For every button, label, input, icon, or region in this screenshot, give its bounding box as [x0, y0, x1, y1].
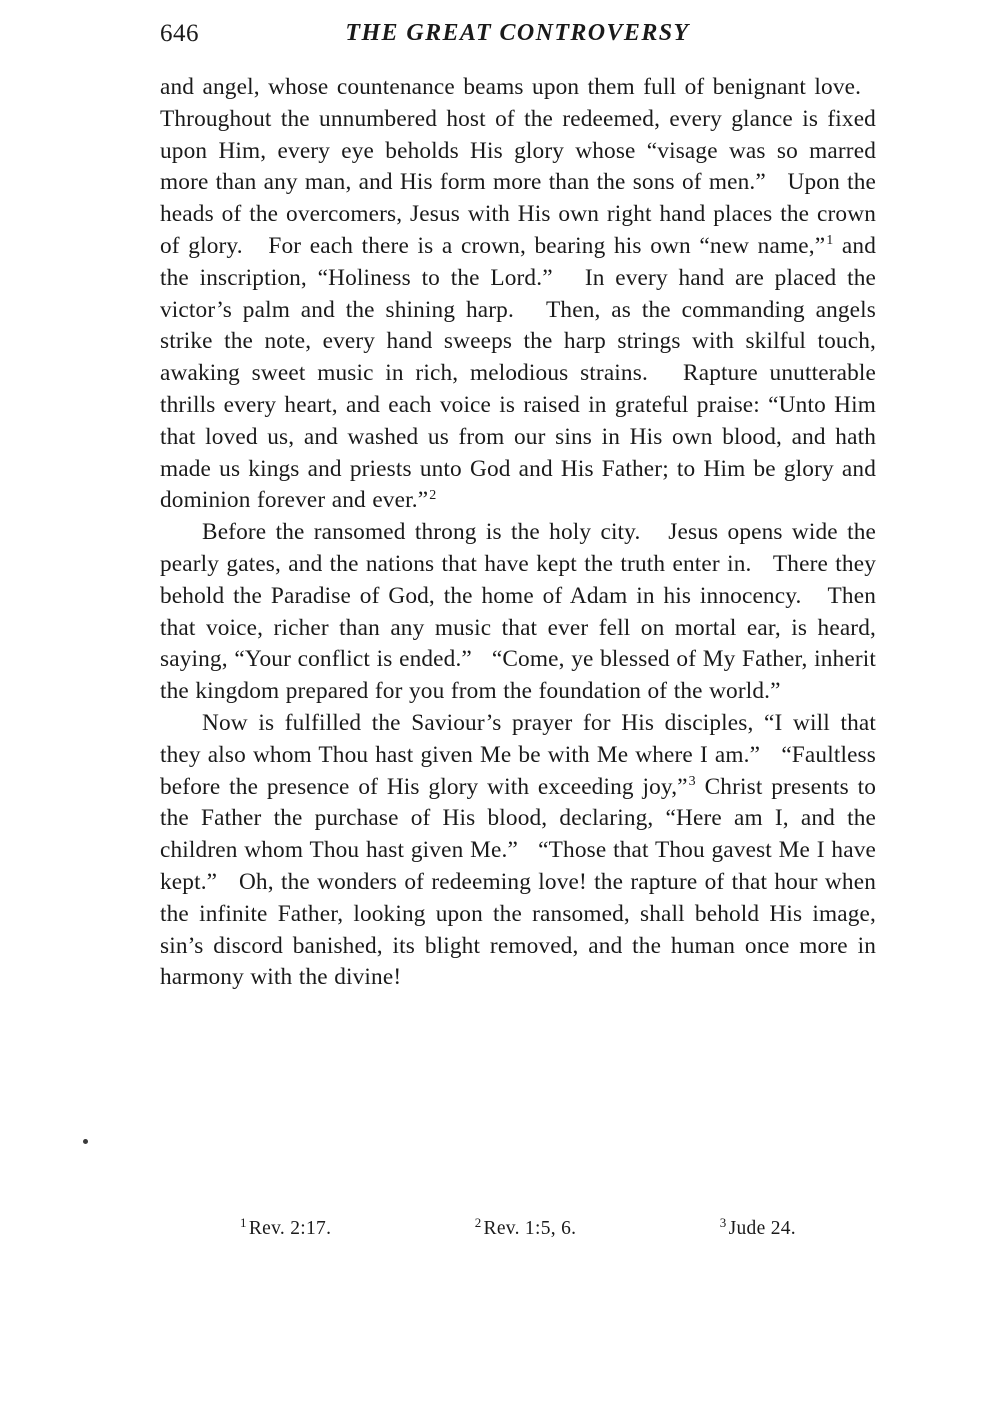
footnote-text: Rev. 2:17.	[248, 1218, 332, 1239]
footnote-marker: 3	[719, 1214, 727, 1230]
paragraph: and angel, whose countenance beams upon them full of benignant love. Throughout the unnumbered host of the redeemed, every glance is fixed upon Him, every eye beholds His glory whose “visage was so marred more than any man, and His form more than the sons of men.” Upon the heads of the overcomers, Jesus with His own right hand places the crown of glory. For each there is a crown, bearing his own “new name,”$^1$ and the inscription, “Holiness to the Lord.” In every hand are placed the victor’s palm and the shining harp. Then, as the commanding angels strike the note, every hand sweeps the harp strings with skilful touch, awaking sweet music in rich, melodious strains. Rapture unutterable thrills every heart, and each voice is raised in grateful praise: “Unto Him that loved us, and washed us from our sins in His own blood, and hath made us kings and priests unto God and His Father; to Him be glory and dominion forever and ever.”$^2$	[160, 74, 877, 514]
paragraph: Before the ransomed throng is the holy city. Jesus opens wide the pearly gates, and the nations that have kept the truth enter in. There they behold the Paradise of God, the home of Adam in his innocency. Then that voice, richer than any music that ever fell on mortal ear, is heard, saying, “Your conflict is ended.” “Come, ye blessed of My Father, inherit the kingdom prepared for you from the foundation of the world.”	[160, 519, 876, 705]
footnote-text: Rev. 1:5, 6.	[483, 1218, 577, 1239]
footnote-2	[474, 1214, 577, 1240]
footnote-marker: 1	[240, 1214, 247, 1230]
footnote-text: Jude 24.	[728, 1218, 796, 1239]
footnote-3	[719, 1214, 796, 1240]
book-title: THE GREAT CONTROVERSY	[345, 20, 690, 46]
running-head	[160, 20, 875, 54]
scan-speck	[83, 1139, 88, 1144]
footnote-row	[160, 1214, 876, 1240]
page-number: 646	[160, 20, 199, 47]
paragraph: Now is fulfilled the Saviour’s prayer for His disciples, “I will that they also whom Thou hast given Me be with Me where I am.” “Faultless before the presence of His glory with exceeding joy,”$^3$ Christ presents to the Father the purchase of His blood, declaring, “Here am I, and the children whom Thou hast given Me.” “Those that Thou gavest Me I have kept.” Oh, the wonders of redeeming love! the rapture of that hour when the infinite Father, looking upon the ransomed, shall behold His image, sin’s discord banished, its blight removed, and the human once more in harmony with the divine!	[160, 709, 876, 991]
footnote-1	[240, 1214, 332, 1240]
body-text	[160, 72, 876, 994]
footnote-marker: 2	[474, 1214, 482, 1230]
